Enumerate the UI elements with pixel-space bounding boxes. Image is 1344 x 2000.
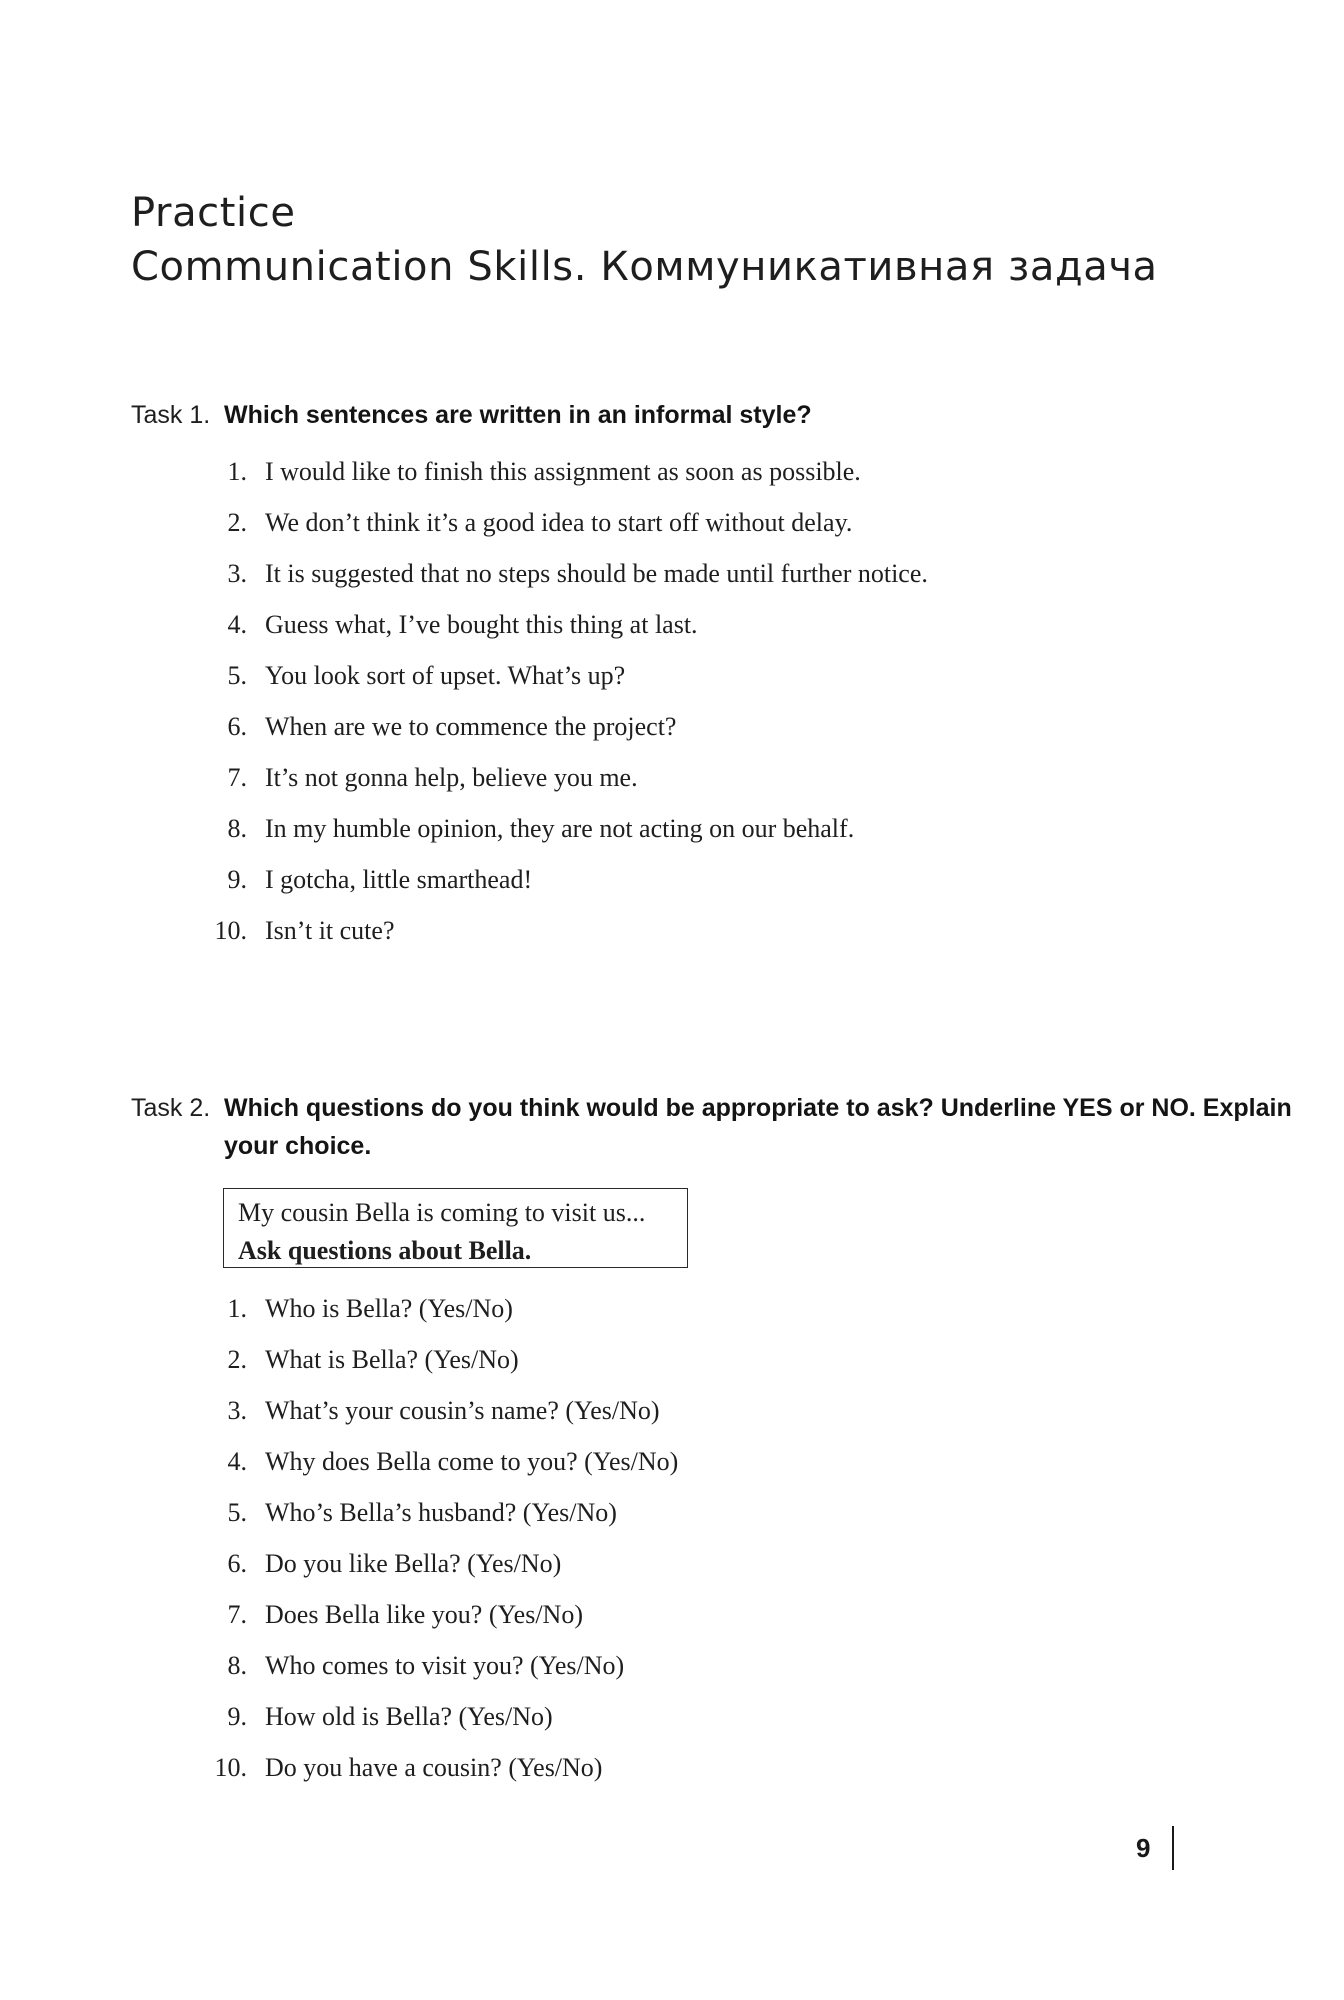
list-item-number: 2.	[227, 1345, 247, 1374]
list-item-number: 9.	[227, 865, 247, 894]
list-item-number: 5.	[227, 1498, 247, 1527]
list-item-text: We don’t think it’s a good idea to start off without delay.	[265, 508, 853, 537]
list-item-text: In my humble opinion, they are not acting on our behalf.	[265, 814, 855, 843]
list-item-text: Who’s Bella’s husband? (Yes/No)	[265, 1498, 617, 1527]
list-item-text: Who comes to visit you? (Yes/No)	[265, 1651, 625, 1680]
list-item	[131, 1589, 1231, 1640]
list-item-text: What’s your cousin’s name? (Yes/No)	[265, 1396, 660, 1425]
list-item	[131, 446, 1231, 497]
task-2-question: Which questions do you think would be appropriate to ask? Underline YES or NO. Explain your choice.	[224, 1094, 1292, 1160]
list-item-number: 4.	[227, 610, 247, 639]
page-number-rule	[1172, 1826, 1174, 1870]
page-title-line-1: Practice	[131, 190, 296, 236]
list-item	[131, 1487, 1231, 1538]
list-item-text: How old is Bella? (Yes/No)	[265, 1702, 553, 1731]
task-1-question: Which sentences are written in an informal style?	[224, 401, 812, 429]
list-item-number: 7.	[227, 1600, 247, 1629]
list-item-text: When are we to commence the project?	[265, 712, 677, 741]
list-item	[131, 548, 1231, 599]
list-item-number: 8.	[227, 1651, 247, 1680]
page-title	[131, 186, 1158, 294]
list-item-text: Do you have a cousin? (Yes/No)	[265, 1753, 603, 1782]
list-item-number: 9.	[227, 1702, 247, 1731]
list-item-text: It’s not gonna help, believe you me.	[265, 763, 638, 792]
list-item-number: 1.	[227, 457, 247, 486]
list-item	[131, 1385, 1231, 1436]
list-item	[131, 1436, 1231, 1487]
list-item	[131, 599, 1231, 650]
context-box-line-1: My cousin Bella is coming to visit us...	[238, 1198, 646, 1227]
list-item-number: 1.	[227, 1294, 247, 1323]
list-item-text: What is Bella? (Yes/No)	[265, 1345, 519, 1374]
list-item	[131, 854, 1231, 905]
list-item	[131, 752, 1231, 803]
list-item-text: Isn’t it cute?	[265, 916, 395, 945]
list-item	[131, 1640, 1231, 1691]
list-item-text: Do you like Bella? (Yes/No)	[265, 1549, 562, 1578]
list-item	[131, 1334, 1231, 1385]
list-item-number: 10.	[214, 1753, 247, 1782]
list-item-text: Guess what, I’ve bought this thing at last.	[265, 610, 698, 639]
task-2-label: Task 2.	[131, 1094, 211, 1122]
list-item-number: 6.	[227, 712, 247, 741]
page-title-line-2: Communication Skills. Коммуникативная задача	[131, 244, 1158, 290]
list-item-number: 3.	[227, 559, 247, 588]
list-item-number: 10.	[214, 916, 247, 945]
page-number: 9	[1136, 1833, 1151, 1863]
list-item	[131, 803, 1231, 854]
list-item-text: It is suggested that no steps should be made until further notice.	[265, 559, 928, 588]
context-box-line-2: Ask questions about Bella.	[238, 1236, 532, 1265]
list-item-text: Does Bella like you? (Yes/No)	[265, 1600, 583, 1629]
list-item	[131, 701, 1231, 752]
list-item-number: 7.	[227, 763, 247, 792]
list-item	[131, 1538, 1231, 1589]
list-item-number: 6.	[227, 1549, 247, 1578]
task-1-sentence-list	[131, 446, 1231, 956]
list-item-text: Who is Bella? (Yes/No)	[265, 1294, 513, 1323]
context-box	[223, 1188, 688, 1268]
list-item-number: 8.	[227, 814, 247, 843]
list-item	[131, 1691, 1231, 1742]
list-item-text: Why does Bella come to you? (Yes/No)	[265, 1447, 679, 1476]
list-item-text: I would like to finish this assignment as soon as possible.	[265, 457, 861, 486]
list-item	[131, 497, 1231, 548]
list-item	[131, 1283, 1231, 1334]
task-1-label: Task 1.	[131, 401, 211, 429]
list-item-number: 3.	[227, 1396, 247, 1425]
list-item-text: You look sort of upset. What’s up?	[265, 661, 626, 690]
task-2-question-list	[131, 1283, 1231, 1793]
list-item	[131, 905, 1231, 956]
list-item-number: 4.	[227, 1447, 247, 1476]
list-item	[131, 650, 1231, 701]
list-item	[131, 1742, 1231, 1793]
list-item-number: 5.	[227, 661, 247, 690]
list-item-text: I gotcha, little smarthead!	[265, 865, 533, 894]
list-item-number: 2.	[227, 508, 247, 537]
